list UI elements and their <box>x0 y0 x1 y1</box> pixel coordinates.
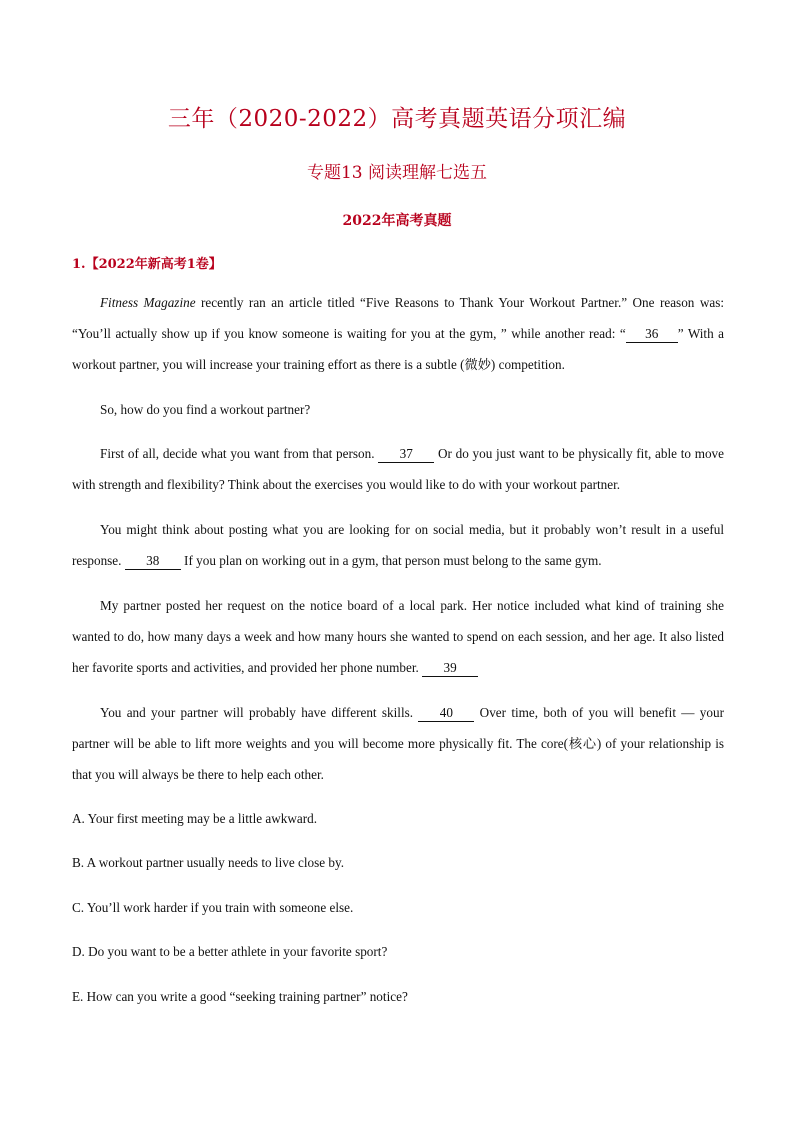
passage-paragraph-6 <box>72 697 724 790</box>
option-d[interactable]: D. Do you want to be a better athlete in your favorite sport? <box>72 944 388 959</box>
option-c[interactable]: C. You’ll work harder if you train with someone else. <box>72 900 354 915</box>
paragraph-text: Over time, both of you will benefit — your partner will be able to lift more weights and you will become more physically fit. The core(核心) of your relationship is that you will always be there to help each other. <box>72 705 724 782</box>
paragraph-text: ” With a workout partner, you will increase your training effort as there is a subtle (微妙) competition. <box>72 326 724 372</box>
magazine-name: Fitness Magazine <box>100 295 196 310</box>
document-title: 三年（2020-2022）高考真题英语分项汇编 <box>167 106 627 132</box>
passage-paragraph-3 <box>72 438 724 500</box>
paragraph-text: My partner posted her request on the notice board of a local park. Her notice included what kind of training she wanted to do, how many days a week and how many hours she wanted to spend on each session, and her age. It also listed her favorite sports and activities, and provided her phone number. <box>72 598 724 675</box>
blank-39[interactable]: 39 <box>422 660 478 677</box>
option-b[interactable]: B. A workout partner usually needs to live close by. <box>72 855 345 870</box>
document-subtitle: 专题13 阅读理解七选五 <box>306 163 488 183</box>
blank-37[interactable]: 37 <box>378 446 434 463</box>
section-heading: 2022年高考真题 <box>342 213 452 229</box>
blank-40[interactable]: 40 <box>418 705 474 722</box>
blank-38[interactable]: 38 <box>125 553 181 570</box>
option-a[interactable]: A. Your first meeting may be a little awkward. <box>72 811 318 826</box>
paragraph-text: You might think about posting what you are looking for on social media, but it probably won’t result in a useful response. <box>72 522 724 568</box>
paragraph-text: If you plan on working out in a gym, that person must belong to the same gym. <box>180 553 602 568</box>
passage-paragraph-1 <box>72 287 724 380</box>
paragraph-text: You and your partner will probably have different skills. <box>100 705 419 720</box>
blank-36[interactable]: 36 <box>626 326 678 343</box>
paragraph-text: Or do you just want to be physically fit, able to move with strength and flexibility? Think about the exercises you would like to do with your workout partner. <box>72 446 724 492</box>
passage-paragraph-2: So, how do you find a workout partner? <box>100 402 311 417</box>
question-label: 1.【2022年新高考1卷】 <box>72 257 222 272</box>
paragraph-text: First of all, decide what you want from that person. <box>100 446 379 461</box>
option-e[interactable]: E. How can you write a good “seeking training partner” notice? <box>72 989 408 1004</box>
passage-paragraph-4 <box>72 514 724 576</box>
passage-paragraph-5 <box>72 590 724 683</box>
paragraph-text: recently ran an article titled “Five Reasons to Thank Your Workout Partner.” One reason was: “You’ll actually show up if you know someone is waiting for you at the gym, ” while another read: “ <box>72 295 724 341</box>
